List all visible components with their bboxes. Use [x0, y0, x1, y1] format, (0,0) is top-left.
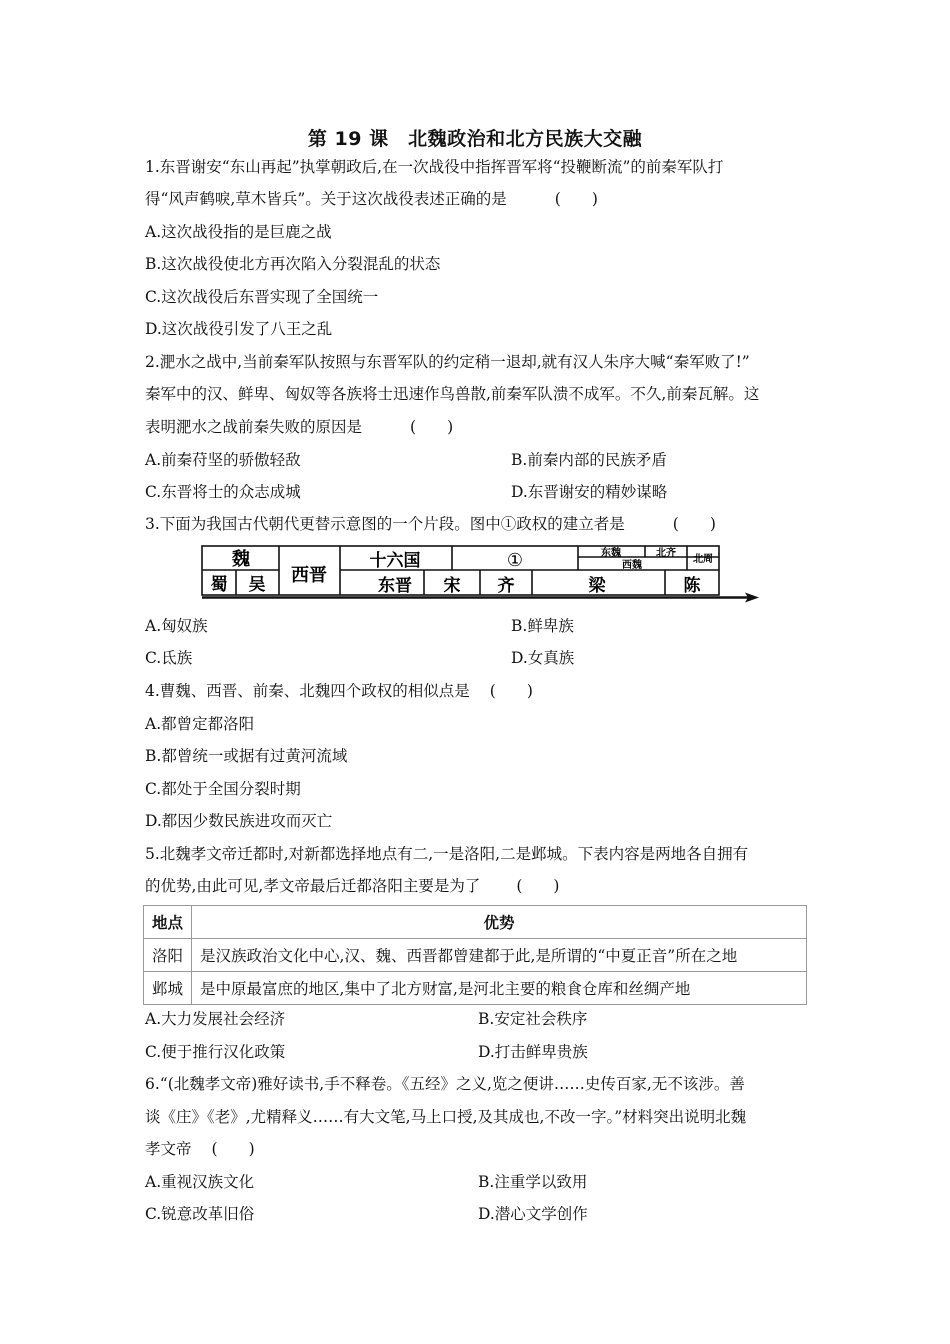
label-chen: 陈 — [683, 576, 701, 596]
q1-option-d: D.这次战役引发了八王之乱 — [145, 320, 333, 338]
q2-option-d: D.东晋谢安的精妙谋略 — [511, 483, 668, 501]
advantages-table — [143, 905, 807, 1005]
q2-option-a: A.前秦苻坚的骄傲轻敌 — [145, 451, 301, 469]
q1-option-b: B.这次战役使北方再次陷入分裂混乱的状态 — [145, 255, 441, 273]
q1-answer-blank: ( ) — [554, 190, 598, 208]
q4-option-c: C.都处于全国分裂时期 — [145, 780, 301, 798]
q5-stem-line2: 的优势,由此可见,孝文帝最后迁都洛阳主要是为了 ( ) — [145, 877, 560, 895]
table-header-advantage: 优势 — [192, 906, 807, 939]
q4-option-a: A.都曾定都洛阳 — [145, 715, 255, 733]
label-song: 宋 — [443, 576, 461, 596]
label-wu: 吴 — [248, 575, 266, 595]
q6-option-d: D.潜心文学创作 — [478, 1205, 588, 1223]
table-row — [144, 939, 807, 972]
q2-stem-line2: 秦军中的汉、鲜卑、匈奴等各族将士迅速作鸟兽散,前秦军队溃不成军。不久,前秦瓦解。这 — [145, 385, 760, 403]
q1-stem-line2: 得“风声鹤唳,草木皆兵”。关于这次战役表述正确的是 ( ) — [145, 190, 598, 208]
q5-option-c: C.便于推行汉化政策 — [145, 1043, 286, 1061]
label-wei: 魏 — [232, 549, 250, 570]
q1-option-c: C.这次战役后东晋实现了全国统一 — [145, 288, 379, 306]
q1-option-a: A.这次战役指的是巨鹿之战 — [145, 223, 332, 241]
q3-stem-line1: 3.下面为我国古代朝代更替示意图的一个片段。图中①政权的建立者是 ( ) — [145, 515, 716, 533]
label-beizhou: 北周 — [693, 554, 713, 565]
q2-stem-line3: 表明淝水之战前秦失败的原因是 ( ) — [145, 418, 454, 436]
q3-option-a: A.匈奴族 — [145, 617, 208, 635]
q6-answer-blank: ( ) — [211, 1140, 255, 1158]
q2-answer-blank: ( ) — [410, 418, 454, 436]
q5-option-b: B.安定社会秩序 — [478, 1010, 588, 1028]
label-shu: 蜀 — [210, 575, 228, 595]
q3-option-b: B.鲜卑族 — [511, 617, 574, 635]
q5-option-a: A.大力发展社会经济 — [145, 1010, 286, 1028]
table-cell-location: 洛阳 — [144, 939, 192, 972]
q4-stem-line1: 4.曹魏、西晋、前秦、北魏四个政权的相似点是 ( ) — [145, 682, 533, 700]
q6-option-a: A.重视汉族文化 — [145, 1173, 255, 1191]
label-liang: 梁 — [588, 576, 606, 596]
q2-option-b: B.前秦内部的民族矛盾 — [511, 451, 667, 469]
label-xiwei: 西魏 — [622, 560, 642, 571]
q4-option-b: B.都曾统一或据有过黄河流域 — [145, 747, 348, 765]
label-dongwei: 东魏 — [601, 548, 621, 559]
label-beiqi: 北齐 — [656, 548, 676, 559]
q5-stem-line1: 5.北魏孝文帝迁都时,对新都选择地点有二,一是洛阳,二是邺城。下表内容是两地各自拥有 — [145, 845, 749, 863]
q6-option-b: B.注重学以致用 — [478, 1173, 588, 1191]
q4-option-d: D.都因少数民族进攻而灭亡 — [145, 812, 333, 830]
dynasty-timeline-diagram — [195, 543, 765, 605]
q1-stem-line1: 1.东晋谢安“东山再起”执掌朝政后,在一次战役中指挥晋军将“投鞭断流”的前秦军队打 — [145, 158, 724, 176]
label-marker-1: ① — [506, 550, 524, 571]
label-dongjin: 东晋 — [378, 576, 412, 596]
q6-stem-line1: 6.“(北魏孝文帝)雅好读书,手不释卷。《五经》之义,览之便讲……史传百家,无不该涉。善 — [145, 1075, 745, 1093]
q3-option-c: C.氐族 — [145, 649, 193, 667]
q6-stem-line3: 孝文帝 ( ) — [145, 1140, 255, 1158]
q6-option-c: C.锐意改革旧俗 — [145, 1205, 255, 1223]
q2-stem-line1: 2.淝水之战中,当前秦军队按照与东晋军队的约定稍一退却,就有汉人朱序大喊“秦军败了!” — [145, 353, 750, 371]
q6-stem-line2: 谈《庄》《老》,尤精释义……有大文笔,马上口授,及其成也,不改一字。”材料突出说明北魏 — [145, 1108, 747, 1126]
table-header-row — [144, 906, 807, 939]
page-title: 第 19 课 北魏政治和北方民族大交融 — [307, 128, 643, 150]
q5-option-d: D.打击鲜卑贵族 — [478, 1043, 588, 1061]
table-header-location: 地点 — [144, 906, 192, 939]
table-row — [144, 972, 807, 1005]
q5-answer-blank: ( ) — [516, 877, 560, 895]
table-cell-advantage: 是中原最富庶的地区,集中了北方财富,是河北主要的粮食仓库和丝绸产地 — [192, 972, 807, 1005]
q3-answer-blank: ( ) — [672, 515, 716, 533]
label-xijin: 西晋 — [291, 565, 327, 586]
q3-option-d: D.女真族 — [511, 649, 575, 667]
label-shiliuguo: 十六国 — [369, 551, 421, 571]
table-cell-location: 邺城 — [144, 972, 192, 1005]
q2-option-c: C.东晋将士的众志成城 — [145, 483, 301, 501]
table-cell-advantage: 是汉族政治文化中心,汉、魏、西晋都曾建都于此,是所谓的“中夏正音”所在之地 — [192, 939, 807, 972]
q4-answer-blank: ( ) — [489, 682, 533, 700]
label-qi: 齐 — [497, 576, 515, 596]
